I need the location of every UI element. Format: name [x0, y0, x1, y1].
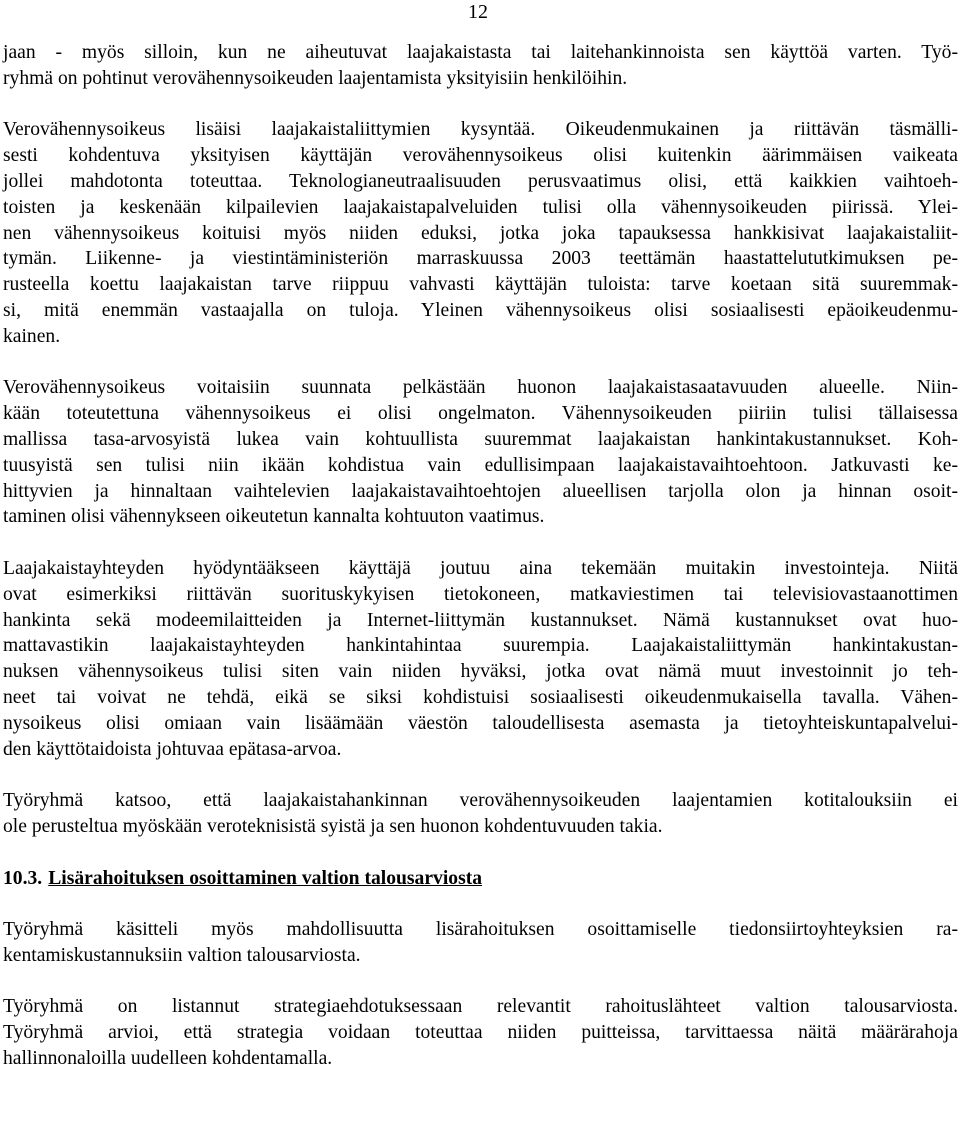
text-line: Työryhmä katsoo, että laajakaistahankinnan verovähennysoikeuden laajentamien kotitalouksiin ei	[3, 790, 958, 812]
text-line: mallissa tasa-arvosyistä lukea vain kohtuullista suuremmat laajakaistan hankintakustannukset. Koh-	[3, 428, 958, 450]
text-line: nen vähennysoikeus koituisi myös niiden eduksi, jotka joka tapauksessa hankkisivat laajakaistaliit-	[3, 222, 958, 244]
text-line: Verovähennysoikeus voitaisiin suunnata pelkästään huonon laajakaistasaatavuuden alueelle. Niin-	[3, 377, 958, 399]
text-line: sesti kohdentuva yksityisen käyttäjän verovähennysoikeus olisi kuitenkin äärimmäisen vaikeata	[3, 145, 958, 167]
paragraph-2	[3, 117, 958, 349]
text-line: hankinta sekä modeemilaitteiden ja Internet-liittymän kustannukset. Nämä kustannukset ovat huo-	[3, 609, 958, 631]
text-line: kentamiskustannuksiin valtion talousarviosta.	[3, 944, 361, 966]
text-line: toisten ja keskenään kilpailevien laajakaistapalveluiden tulisi olla vähennysoikeuden piirissä. Ylei-	[3, 196, 958, 218]
text-line: hallinnonaloilla uudelleen kohdentamalla.	[3, 1048, 333, 1070]
text-line: jollei mahdotonta toteuttaa. Teknologianeutraalisuuden perusvaatimus olisi, että kaikkien vaihtoeh-	[3, 170, 958, 192]
text-line: si, mitä enemmän vastaajalla on tuloja. Yleinen vähennysoikeus olisi sosiaalisesti epäoikeudenmu-	[3, 299, 958, 321]
paragraph-7	[3, 994, 958, 1071]
document-body	[3, 40, 958, 1098]
paragraph-6	[3, 917, 958, 969]
paragraph-5	[3, 788, 958, 840]
text-line: neet tai voivat ne tehdä, eikä se siksi kohdistuisi sosiaalisesti oikeudenmukaisella tavalla. Vähen-	[3, 686, 958, 708]
text-line: hittyvien ja hinnaltaan vaihtelevien laajakaistavaihtoehtojen alueellisen tarjolla olon ja hinnan osoit-	[3, 480, 958, 502]
text-line: jaan - myös silloin, kun ne aiheutuvat laajakaistasta tai laitehankinnoista sen käyttöä varten. Työ-	[3, 42, 958, 63]
text-line: rusteella koettu laajakaistan tarve riippuu vahvasti käyttäjän tuloista: tarve koetaan sitä suuremmak-	[3, 274, 958, 296]
page-number: 12	[468, 1, 488, 23]
text-line: ryhmä on pohtinut verovähennysoikeuden laajentamista yksityisiin henkilöihin.	[3, 67, 628, 89]
text-line: taminen olisi vähennykseen oikeutetun kannalta kohtuuton vaatimus.	[3, 506, 545, 528]
text-line: kään toteutettuna vähennysoikeus ei olisi ongelmaton. Vähennysoikeuden piiriin tulisi tällaisessa	[3, 403, 958, 425]
text-line: Työryhmä on listannut strategiaehdotuksessaan relevantit rahoituslähteet valtion talousarviosta.	[3, 996, 958, 1018]
text-line: tuusyistä sen tulisi niin ikään kohdistua vain edullisimpaan laajakaistavaihtoehtoon. Jatkuvasti ke-	[3, 454, 958, 476]
section-heading	[3, 866, 958, 892]
section-number: 10.3.	[3, 867, 43, 889]
text-line: nysoikeus olisi omiaan vain lisäämään väestön taloudellisesta asemasta ja tietoyhteiskuntapalvelui-	[3, 712, 958, 734]
text-line: ovat esimerkiksi riittävän suorituskykyisen tietokoneen, matkaviestimen tai televisiovastaanottimen	[3, 583, 958, 605]
text-line: Työryhmä käsitteli myös mahdollisuutta lisärahoituksen osoittamiselle tiedonsiirtoyhteyksien ra-	[3, 919, 958, 941]
text-line: nuksen vähennysoikeus tulisi siten vain niiden hyväksi, jotka ovat nämä muut investoinnit jo teh-	[3, 661, 958, 683]
section-title: Lisärahoituksen osoittaminen valtion talousarviosta	[48, 867, 483, 889]
text-line: Verovähennysoikeus lisäisi laajakaistaliittymien kysyntää. Oikeudenmukainen ja riittävän täsmälli-	[3, 119, 958, 141]
text-line: kainen.	[3, 325, 61, 347]
paragraph-1	[3, 40, 958, 92]
text-line: ole perusteltua myöskään veroteknisistä syistä ja sen huonon kohdentuvuuden takia.	[3, 815, 663, 837]
text-line: mattavastikin laajakaistayhteyden hankintahintaa suurempia. Laajakaistaliittymän hankintakustan-	[3, 635, 958, 657]
paragraph-3	[3, 375, 958, 530]
text-line: Työryhmä arvioi, että strategia voidaan toteuttaa niiden puitteissa, tarvittaessa näitä määrärahoja	[3, 1022, 958, 1044]
paragraph-4	[3, 556, 958, 762]
text-line: tymän. Liikenne- ja viestintäministeriön marraskuussa 2003 teettämän haastattelututkimuksen pe-	[3, 248, 958, 270]
text-line: den käyttötaidoista johtuvaa epätasa-arvoa.	[3, 738, 342, 760]
text-line: Laajakaistayhteyden hyödyntääkseen käyttäjä joutuu aina tekemään muitakin investointeja. Niitä	[3, 557, 958, 579]
